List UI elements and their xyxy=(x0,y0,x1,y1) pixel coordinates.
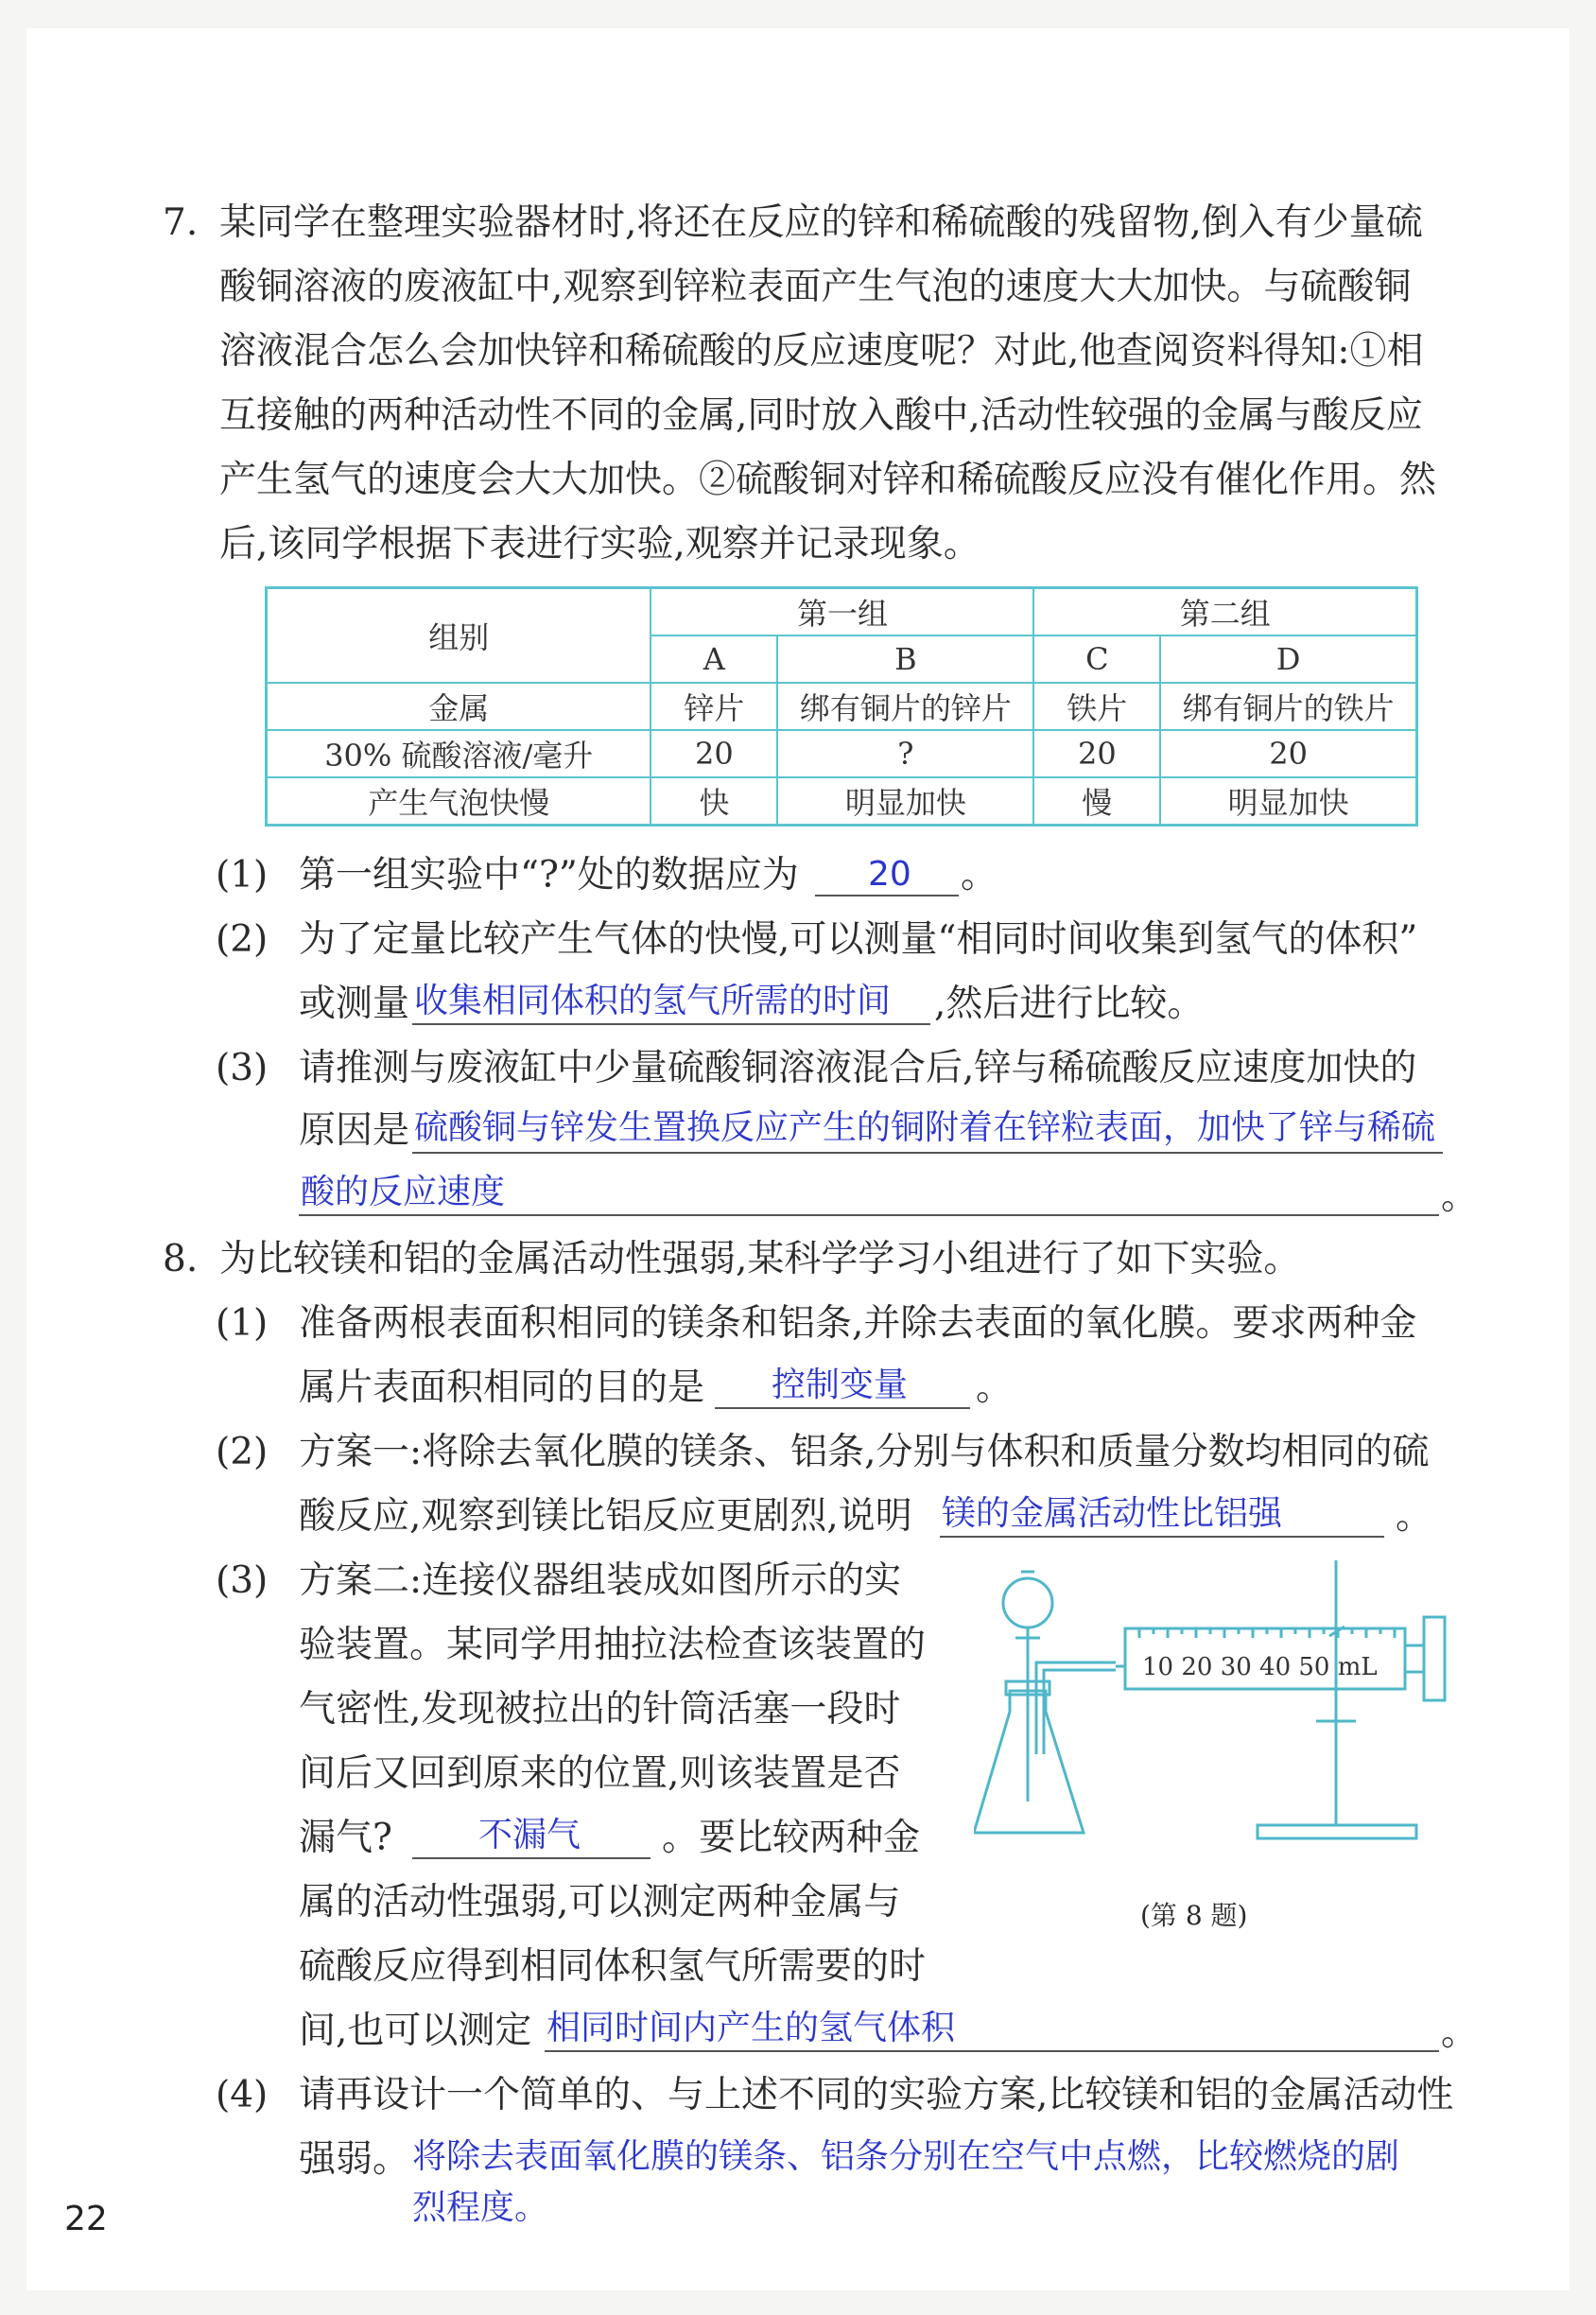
q8-sub3-prefix: 漏气? xyxy=(299,1817,392,1859)
table-cell: 快 xyxy=(651,777,777,826)
table-group-2: 第二组 xyxy=(1033,588,1416,636)
q8-sub3-line1: 方案二:连接仪器组装成如图所示的实 xyxy=(299,1559,902,1602)
q7-sub1-end: 。 xyxy=(961,854,998,896)
apparatus-figure xyxy=(974,1551,1466,1854)
table-row xyxy=(267,683,1417,730)
retort-stand-base xyxy=(1258,1825,1416,1838)
q8-sub3-line4: 间后又回到原来的位置,则该装置是否 xyxy=(299,1752,901,1795)
q7-sub2-prefix: 或测量 xyxy=(299,983,410,1025)
q8-sub4-number: (4) xyxy=(216,2074,269,2116)
q8-sub1-number: (1) xyxy=(216,1302,269,1345)
q8-sub3-line3: 气密性,发现被拉出的针筒活塞一段时 xyxy=(299,1688,901,1731)
row-label-bubbles: 产生气泡快慢 xyxy=(267,777,651,826)
q8-sub3-after: 。要比较两种金 xyxy=(662,1817,921,1859)
figure-caption: (第 8 题) xyxy=(1140,1900,1248,1931)
q7-sub2-answer: 收集相同体积的氢气所需的时间 xyxy=(414,982,892,1020)
q7-line-5: 产生氢气的速度会大大加快。②硫酸铜对锌和稀硫酸反应没有催化作用。然 xyxy=(219,459,1437,501)
q7-sub3-number: (3) xyxy=(216,1047,269,1089)
q8-sub3-answer-2: 相同时间内产生的氢气体积 xyxy=(546,2009,956,2047)
table-col-b: B xyxy=(777,635,1033,683)
q7-sub3-line1: 请推测与废液缸中少量硫酸铜溶液混合后,锌与稀硫酸反应速度加快的 xyxy=(299,1047,1417,1089)
table-cell: 慢 xyxy=(1033,777,1160,826)
question-8-number: 8. xyxy=(163,1238,199,1280)
q7-line-3: 溶液混合怎么会加快锌和稀硫酸的反应速度呢？对此,他查阅资料得知:①相 xyxy=(219,330,1424,373)
syringe-plunger-head xyxy=(1424,1617,1445,1700)
table-col-a: A xyxy=(651,635,777,683)
q8-sub3-prefix2: 间,也可以测定 xyxy=(299,2010,532,2052)
table-cell: 铁片 xyxy=(1033,683,1160,730)
table-cell: ? xyxy=(777,730,1033,777)
q7-sub3-end: 。 xyxy=(1441,1175,1479,1218)
q7-sub1-text: 第一组实验中“?”处的数据应为 xyxy=(299,854,799,896)
q7-line-1: 某同学在整理实验器材时,将还在反应的锌和稀硫酸的残留物,倒入有少量硫 xyxy=(219,201,1423,244)
table-cell: 20 xyxy=(1160,730,1416,777)
answer-blank xyxy=(412,1152,1443,1154)
table-cell: 锌片 xyxy=(651,683,777,730)
q8-sub4-prefix: 强弱。 xyxy=(299,2138,410,2181)
row-label-metal: 金属 xyxy=(267,683,651,730)
q8-sub3-answer: 不漏气 xyxy=(478,1816,581,1854)
q8-sub4-answer-1: 将除去表面氧化膜的镁条、铝条分别在空气中点燃，比较燃烧的剧 xyxy=(412,2137,1400,2176)
q7-sub1-answer: 20 xyxy=(868,855,911,894)
q8-sub1-prefix: 属片表面积相同的目的是 xyxy=(299,1366,705,1409)
q7-sub3-answer-2: 酸的反应速度 xyxy=(301,1173,506,1211)
q8-sub3-line5: 属的活动性强弱,可以测定两种金属与 xyxy=(299,1881,901,1923)
q7-sub2-suffix: ,然后进行比较。 xyxy=(934,983,1205,1025)
q7-sub1-number: (1) xyxy=(216,854,269,896)
q8-sub3-line2: 验装置。某同学用抽拉法检查该装置的 xyxy=(299,1624,927,1666)
table-cell: 明显加快 xyxy=(1160,777,1416,826)
q8-intro: 为比较镁和铝的金属活动性强弱,某科学学习小组进行了如下实验。 xyxy=(219,1238,1301,1280)
q7-sub3-prefix: 原因是 xyxy=(299,1109,410,1152)
q7-line-2: 酸铜溶液的废液缸中,观察到锌粒表面产生气泡的速度大大加快。与硫酸铜 xyxy=(219,266,1412,308)
table-cell: 绑有铜片的铁片 xyxy=(1160,683,1416,730)
table-cell: 20 xyxy=(1033,730,1160,777)
syringe-scale-label: 10 20 30 40 50 mL xyxy=(1142,1653,1378,1681)
q8-sub2-number: (2) xyxy=(216,1431,269,1473)
q8-sub1-answer: 控制变量 xyxy=(772,1366,909,1404)
q8-sub1-line1: 准备两根表面积相同的镁条和铝条,并除去表面的氧化膜。要求两种金 xyxy=(299,1302,1417,1345)
table-cell: 20 xyxy=(651,730,777,777)
q8-sub2-end: 。 xyxy=(1396,1495,1433,1538)
q7-line-4: 互接触的两种活动性不同的金属,同时放入酸中,活动性较强的金属与酸反应 xyxy=(219,394,1423,437)
table-cell: 绑有铜片的锌片 xyxy=(777,683,1033,730)
q7-sub3-answer-1: 硫酸铜与锌发生置换反应产生的铜附着在锌粒表面，加快了锌与稀硫 xyxy=(414,1108,1436,1147)
q8-sub4-answer-2: 烈程度。 xyxy=(412,2188,549,2227)
table-group-1: 第一组 xyxy=(651,588,1033,636)
q8-sub2-line1: 方案一:将除去氧化膜的镁条、铝条,分别与体积和质量分数均相同的硫 xyxy=(299,1431,1430,1473)
table-header-group: 组别 xyxy=(267,588,651,684)
funnel-bulb xyxy=(1003,1578,1052,1627)
table-row xyxy=(267,777,1417,826)
table-row xyxy=(267,730,1417,777)
q8-sub3-end: 。 xyxy=(1441,2011,1479,2054)
page-number: 22 xyxy=(64,2200,108,2238)
q8-sub3-line6: 硫酸反应得到相同体积氢气所需要的时 xyxy=(299,1945,927,1988)
question-7-number: 7. xyxy=(163,201,199,244)
q7-sub2-line1: 为了定量比较产生气体的快慢,可以测量“相同时间收集到氢气的体积” xyxy=(299,918,1418,961)
experiment-table xyxy=(265,586,1418,827)
q8-sub4-line1: 请再设计一个简单的、与上述不同的实验方案,比较镁和铝的金属活动性 xyxy=(299,2074,1454,2116)
q7-line-6: 后,该同学根据下表进行实验,观察并记录现象。 xyxy=(219,523,980,566)
table-col-c: C xyxy=(1033,635,1160,683)
row-label-acid: 30% 硫酸溶液/毫升 xyxy=(267,730,651,777)
q8-sub2-answer: 镁的金属活动性比铝强 xyxy=(942,1494,1283,1533)
q8-sub1-end: 。 xyxy=(976,1366,1014,1409)
q8-sub2-prefix: 酸反应,观察到镁比铝反应更剧烈,说明 xyxy=(299,1495,912,1538)
table-col-d: D xyxy=(1160,635,1416,683)
table-cell: 明显加快 xyxy=(777,777,1033,826)
q7-sub2-number: (2) xyxy=(216,918,269,961)
q8-sub3-number: (3) xyxy=(216,1559,269,1602)
